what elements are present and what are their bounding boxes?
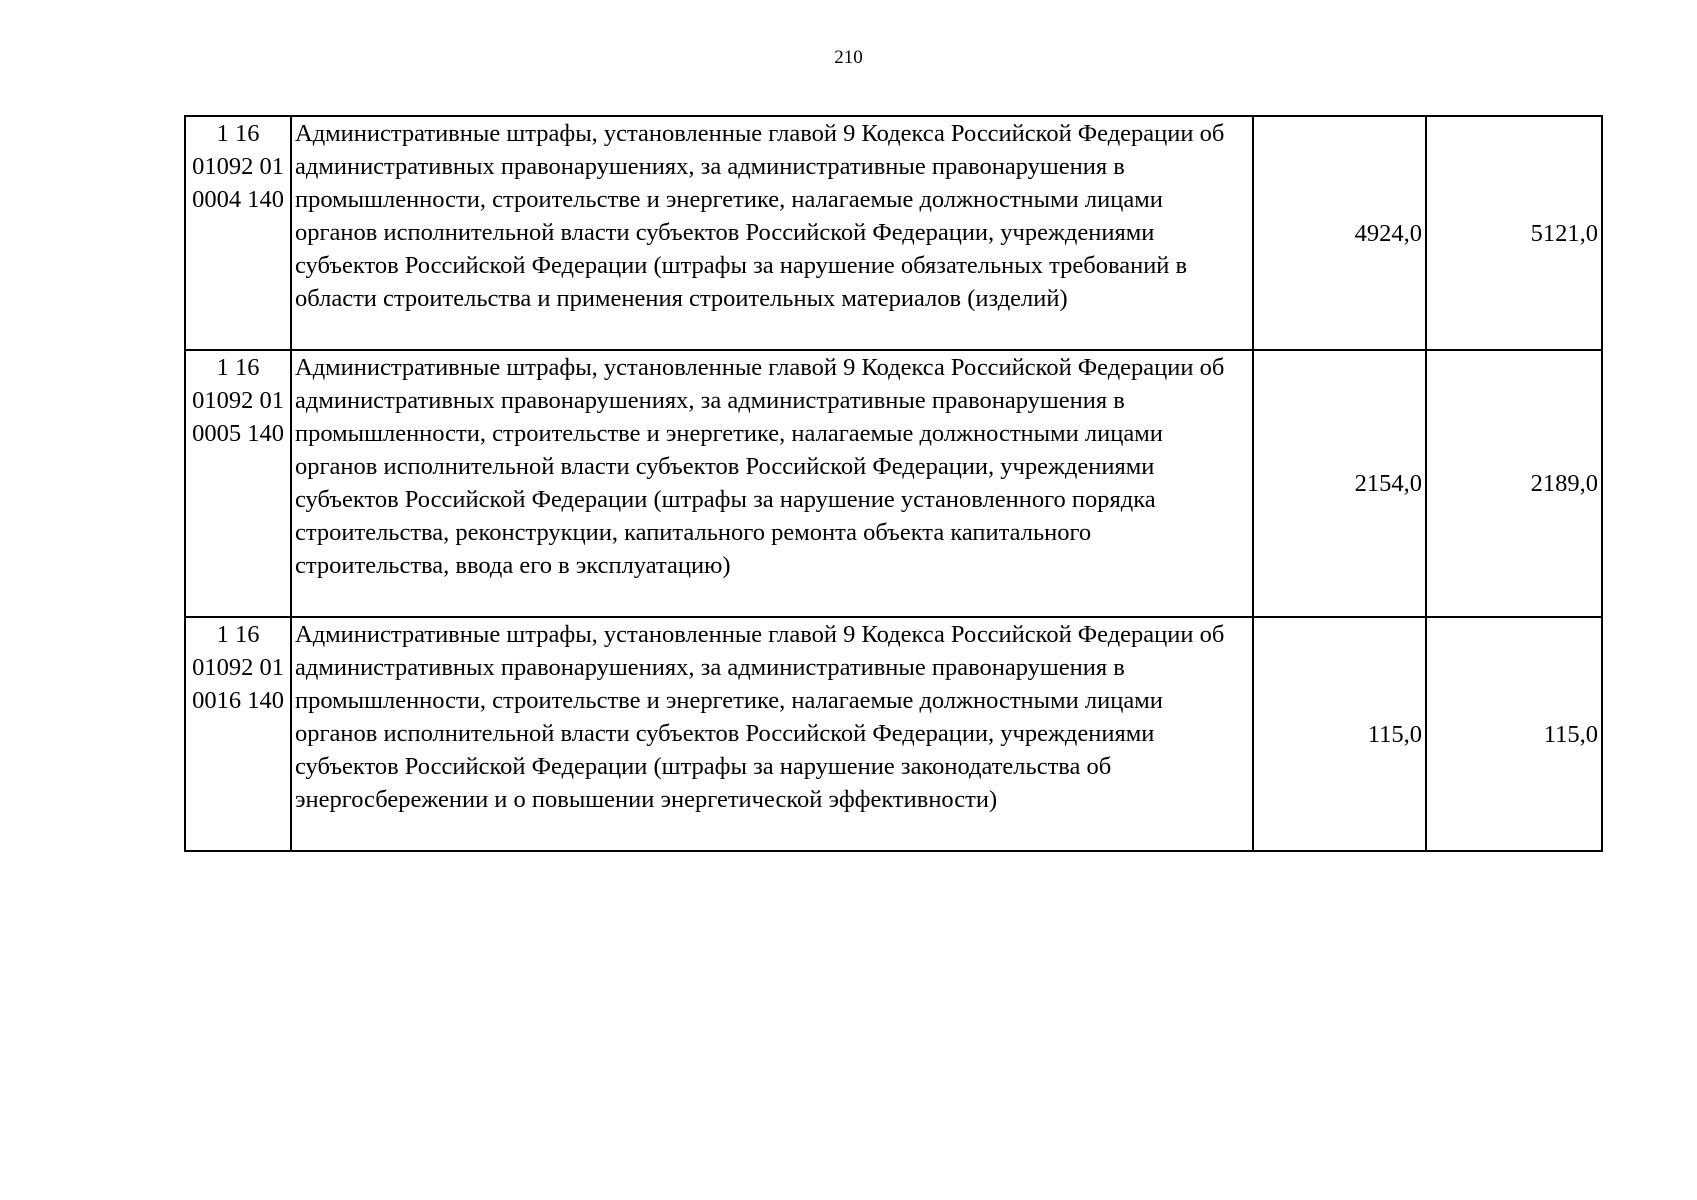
table-row <box>185 350 1602 617</box>
page-number: 210 <box>834 47 863 68</box>
description-cell: Административные штрафы, установленные главой 9 Кодекса Российской Федерации об административных правонарушениях, за административные правонарушения в промышленности, строительстве и энергетике, налагаемые должностными лицами органов исполнительной власти субъектов Российской Федерации, учреждениями субъектов Российской Федерации (штрафы за нарушение обязательных требований в области строительства и применения строительных материалов (изделий) <box>291 116 1253 350</box>
amount-cell-2: 115,0 <box>1426 617 1602 851</box>
budget-code-line: 1 16 <box>216 120 260 147</box>
amount-cell-1: 2154,0 <box>1253 350 1426 617</box>
description-cell: Административные штрафы, установленные главой 9 Кодекса Российской Федерации об административных правонарушениях, за административные правонарушения в промышленности, строительстве и энергетике, налагаемые должностными лицами органов исполнительной власти субъектов Российской Федерации, учреждениями субъектов Российской Федерации (штрафы за нарушение законодательства об энергосбережении и о повышении энергетической эффективности) <box>291 617 1253 851</box>
budget-code-line: 01092 01 <box>192 654 284 681</box>
budget-code-line: 0005 140 <box>192 420 284 447</box>
budget-code-line: 0004 140 <box>192 186 284 213</box>
table-row <box>185 617 1602 851</box>
amount-cell-1: 115,0 <box>1253 617 1426 851</box>
description-cell: Административные штрафы, установленные главой 9 Кодекса Российской Федерации об административных правонарушениях, за административные правонарушения в промышленности, строительстве и энергетике, налагаемые должностными лицами органов исполнительной власти субъектов Российской Федерации, учреждениями субъектов Российской Федерации (штрафы за нарушение установленного порядка строительства, реконструкции, капитального ремонта объекта капитального строительства, ввода его в эксплуатацию) <box>291 350 1253 617</box>
budget-code-line: 0016 140 <box>192 687 284 714</box>
budget-code-line: 1 16 <box>216 621 260 648</box>
budget-code-line: 01092 01 <box>192 153 284 180</box>
amount-cell-1: 4924,0 <box>1253 116 1426 350</box>
budget-code-line: 01092 01 <box>192 387 284 414</box>
budget-code-cell <box>185 350 291 617</box>
amount-cell-2: 2189,0 <box>1426 350 1602 617</box>
budget-code-line: 1 16 <box>216 354 260 381</box>
budget-code-cell <box>185 116 291 350</box>
budget-code-cell <box>185 617 291 851</box>
table-row <box>185 116 1602 350</box>
revenue-table <box>184 115 1603 852</box>
amount-cell-2: 5121,0 <box>1426 116 1602 350</box>
